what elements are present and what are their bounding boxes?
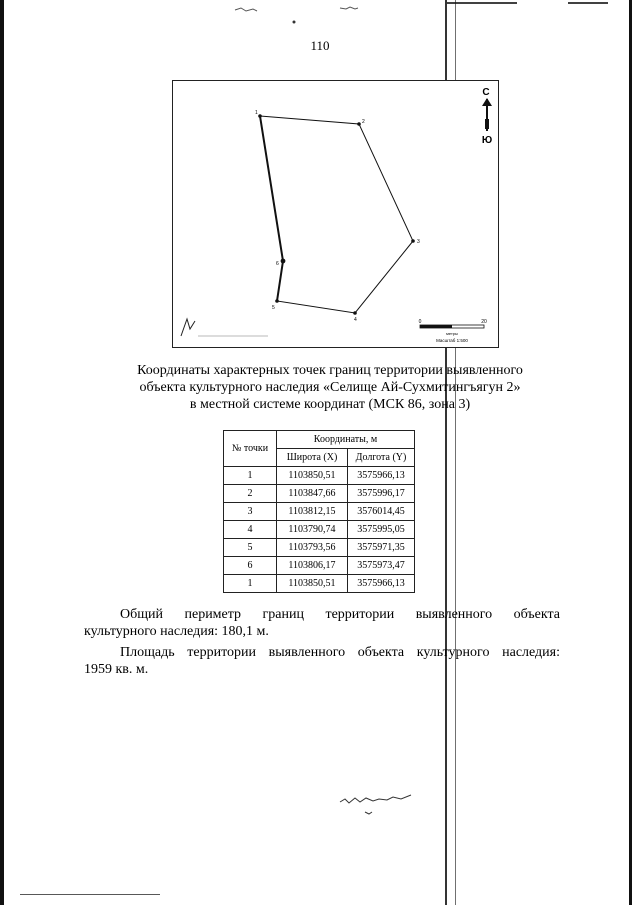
caption-line-2: объекта культурного наследия «Селище Ай-Сухмитингъягун 2»: [139, 380, 521, 395]
coordinates-table: [223, 430, 415, 593]
table-row: [224, 575, 415, 593]
point-marker-6: [281, 259, 286, 264]
point-label-2: 2: [362, 119, 365, 125]
table-row: [224, 521, 415, 539]
area-text-line-1: Площадь территории выявленного объекта культурного наследия:: [120, 645, 560, 660]
point-marker-3: [411, 239, 415, 243]
scale-bar: [420, 325, 484, 328]
table-row: [224, 503, 415, 521]
scan-line-bottom: [20, 894, 160, 895]
scan-edge-left: [0, 0, 4, 905]
header-coordinates: Координаты, м: [277, 431, 415, 449]
cell-longitude: 3575996,17: [348, 485, 415, 503]
header-latitude: Широта (X): [277, 449, 348, 467]
cell-latitude: 1103793,56: [277, 539, 348, 557]
header-point-number: № точки: [224, 431, 277, 467]
cell-longitude: 3575966,13: [348, 467, 415, 485]
table-row: [224, 557, 415, 575]
perimeter-text-line-1: Общий периметр границ территории выявленного объекта: [120, 607, 560, 622]
north-arrow-icon: [482, 98, 492, 131]
cell-longitude: 3575995,05: [348, 521, 415, 539]
cell-latitude: 1103812,15: [277, 503, 348, 521]
perimeter-text-line-2: культурного наследия: 180,1 м.: [84, 624, 269, 639]
cell-latitude: 1103806,17: [277, 557, 348, 575]
area-text-line-2: 1959 кв. м.: [84, 662, 149, 677]
scan-line-top-right: [568, 2, 608, 4]
table-row: [224, 485, 415, 503]
cell-latitude: 1103850,51: [277, 575, 348, 593]
cell-latitude: 1103847,66: [277, 485, 348, 503]
coordinates-caption: [60, 362, 600, 413]
cell-point: 5: [224, 539, 277, 557]
cell-point: 3: [224, 503, 277, 521]
scan-line-top: [447, 2, 517, 4]
signature-scribble: [335, 790, 445, 830]
cell-point: 2: [224, 485, 277, 503]
logo-icon: [181, 319, 268, 336]
cell-longitude: 3575973,47: [348, 557, 415, 575]
boundary-map: [172, 80, 499, 348]
point-marker-2: [357, 122, 361, 126]
page-number: 110: [310, 38, 330, 53]
cell-latitude: 1103850,51: [277, 467, 348, 485]
cell-longitude: 3575966,13: [348, 575, 415, 593]
table-row: [224, 539, 415, 557]
boundary-polygon: [260, 116, 413, 313]
cell-point: 4: [224, 521, 277, 539]
cell-point: 6: [224, 557, 277, 575]
point-label-5: 5: [272, 305, 275, 311]
cell-longitude: 3576014,45: [348, 503, 415, 521]
cell-point: 1: [224, 467, 277, 485]
point-label-3: 3: [417, 239, 420, 245]
scale-ratio-label: Масштаб 1:500: [436, 338, 468, 343]
scan-noise-top: [230, 4, 430, 34]
table-row: [224, 467, 415, 485]
point-marker-1: [258, 114, 262, 118]
south-label: Ю: [481, 135, 493, 146]
cell-point: 1: [224, 575, 277, 593]
point-label-4: 4: [354, 317, 357, 323]
boundary-segment-thick: [260, 116, 283, 301]
point-marker-4: [353, 311, 357, 315]
point-label-6: 6: [276, 261, 279, 267]
boundary-map-drawing: [173, 81, 500, 349]
cell-latitude: 1103790,74: [277, 521, 348, 539]
scan-edge-right: [629, 0, 632, 905]
caption-line-1: Координаты характерных точек границ территории выявленного: [137, 363, 523, 378]
point-label-1: 1: [255, 110, 258, 116]
perimeter-paragraph: [86, 606, 560, 640]
north-label: С: [482, 87, 490, 98]
cell-longitude: 3575971,35: [348, 539, 415, 557]
caption-line-3: в местной системе координат (МСК 86, зона 3): [189, 397, 471, 412]
scale-end-label: 20: [481, 319, 487, 325]
point-marker-5: [275, 299, 279, 303]
scale-start-label: 0: [418, 319, 422, 325]
scale-unit-label: метры: [446, 331, 458, 336]
header-longitude: Долгота (Y): [348, 449, 415, 467]
area-paragraph: [86, 644, 560, 678]
